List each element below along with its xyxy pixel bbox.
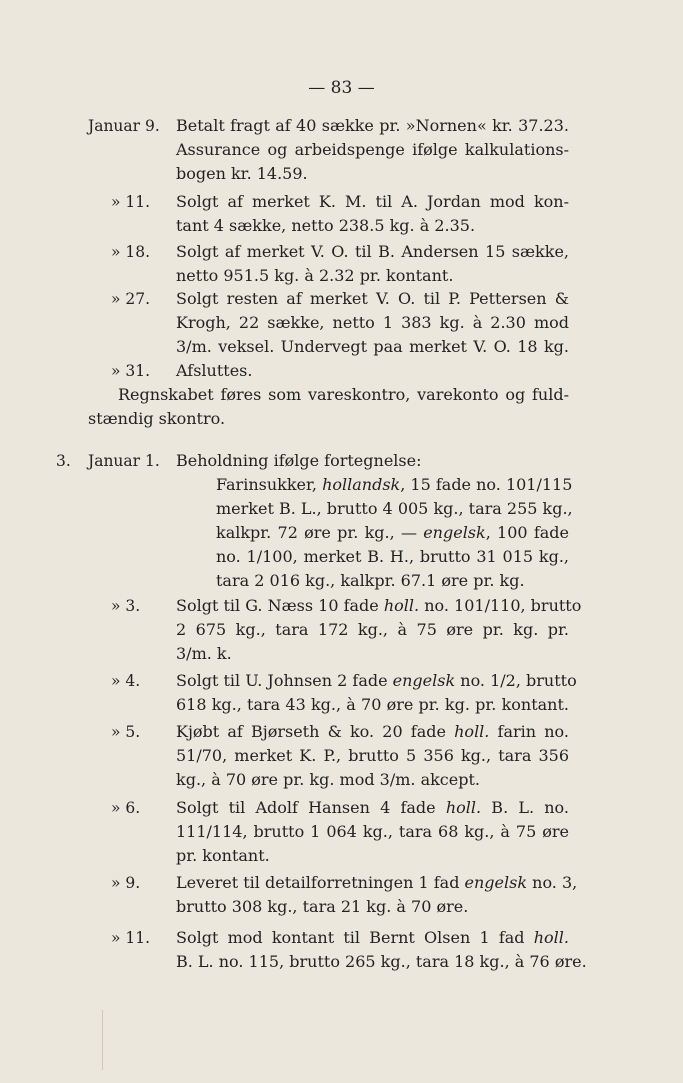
entry-date: » 6. [111, 799, 141, 817]
entry-line: 3/m. veksel. Undervegt paa merket V. O. 18 kg. [176, 337, 569, 356]
entry-date: » 27. [111, 290, 151, 308]
entry-text [176, 720, 569, 792]
entry-date: Januar 9. [88, 117, 160, 135]
entry-date: » 11. [111, 193, 151, 211]
entry-date: » 11. [111, 929, 151, 947]
entry-date: » 9. [111, 874, 141, 892]
entry-line: brutto 308 kg., tara 21 kg. à 70 øre. [176, 897, 469, 916]
entry-line: pr. kontant. [176, 846, 270, 865]
entry-line: no. 1/100, merket B. H., brutto 31 015 kg., [216, 547, 569, 566]
entry-line: Afsluttes. [176, 361, 253, 380]
entry-line: Solgt til Adolf Hansen 4 fade holl. B. L. no. [176, 798, 569, 817]
paragraph-line: stændig skontro. [88, 409, 226, 428]
entry-text [176, 359, 569, 383]
entry-line: 51/70, merket K. P., brutto 5 356 kg., tara 356 [176, 746, 569, 765]
entry-line: Assurance og arbeidspenge ifølge kalkulations- [176, 140, 569, 159]
entry-text [176, 594, 582, 666]
entry-line: Farinsukker, hollandsk, 15 fade no. 101/115 [216, 475, 573, 494]
entry-line: merket B. L., brutto 4 005 kg., tara 255 kg., [216, 499, 573, 518]
page-margin-mark [0, 1010, 103, 1070]
entry-line: Solgt mod kontant til Bernt Olsen 1 fad holl. [176, 928, 569, 947]
entry-line: Solgt til U. Johnsen 2 fade engelsk no. 1/2, brutto [176, 671, 577, 690]
entry-line: Solgt af merket K. M. til A. Jordan mod kon- [176, 192, 569, 211]
entry-text [176, 669, 577, 717]
entry-line: Betalt fragt af 40 sække pr. »Nornen« kr. 37.23. [176, 116, 569, 135]
entry-text [176, 287, 569, 359]
paragraph [88, 383, 569, 431]
entry-date: » 18. [111, 243, 151, 261]
entry-text [176, 449, 573, 593]
entry-line: bogen kr. 14.59. [176, 164, 308, 183]
entry-line: Solgt af merket V. O. til B. Andersen 15 sække, [176, 242, 569, 261]
entry-line: Solgt til G. Næss 10 fade holl. no. 101/110, brutto [176, 596, 582, 615]
paragraph-line: Regnskabet føres som vareskontro, varekonto og fuld- [118, 385, 569, 404]
entry-text [176, 240, 569, 288]
entry-line: netto 951.5 kg. à 2.32 pr. kontant. [176, 266, 454, 285]
page-number: — 83 — [308, 78, 375, 98]
entry-line: tant 4 sække, netto 238.5 kg. à 2.35. [176, 216, 476, 235]
entry-line: kalkpr. 72 øre pr. kg., — engelsk, 100 fade [216, 523, 570, 542]
entry-text [176, 114, 569, 186]
section-number: 3. [56, 452, 71, 470]
entry-date: » 5. [111, 723, 141, 741]
entry-text [176, 190, 569, 238]
entry-line: Kjøbt af Bjørseth & ko. 20 fade holl. farin no. [176, 722, 569, 741]
entry-line: Solgt resten af merket V. O. til P. Pettersen & [176, 289, 569, 308]
entry-line: 3/m. k. [176, 644, 232, 663]
entry-line: 2 675 kg., tara 172 kg., à 75 øre pr. kg. pr. [176, 620, 569, 639]
entry-line: B. L. no. 115, brutto 265 kg., tara 18 kg., à 76 øre. [176, 952, 587, 971]
entry-date: » 31. [111, 362, 151, 380]
entry-text [176, 871, 578, 919]
entry-line: tara 2 016 kg., kalkpr. 67.1 øre pr. kg. [216, 571, 525, 590]
entry-line: kg., à 70 øre pr. kg. mod 3/m. akcept. [176, 770, 480, 789]
entry-date: » 4. [111, 672, 141, 690]
entry-line: Krogh, 22 sække, netto 1 383 kg. à 2.30 mod [176, 313, 569, 332]
entry-text [176, 926, 587, 974]
entry-text [176, 796, 569, 868]
entry-date: Januar 1. [88, 452, 160, 470]
entry-line: Beholdning ifølge fortegnelse: [176, 451, 422, 470]
entry-line: 111/114, brutto 1 064 kg., tara 68 kg., à 75 øre [176, 822, 569, 841]
entry-date: » 3. [111, 597, 141, 615]
entry-line: Leveret til detailforretningen 1 fad engelsk no. 3, [176, 873, 578, 892]
entry-line: 618 kg., tara 43 kg., à 70 øre pr. kg. pr. kontant. [176, 695, 569, 714]
